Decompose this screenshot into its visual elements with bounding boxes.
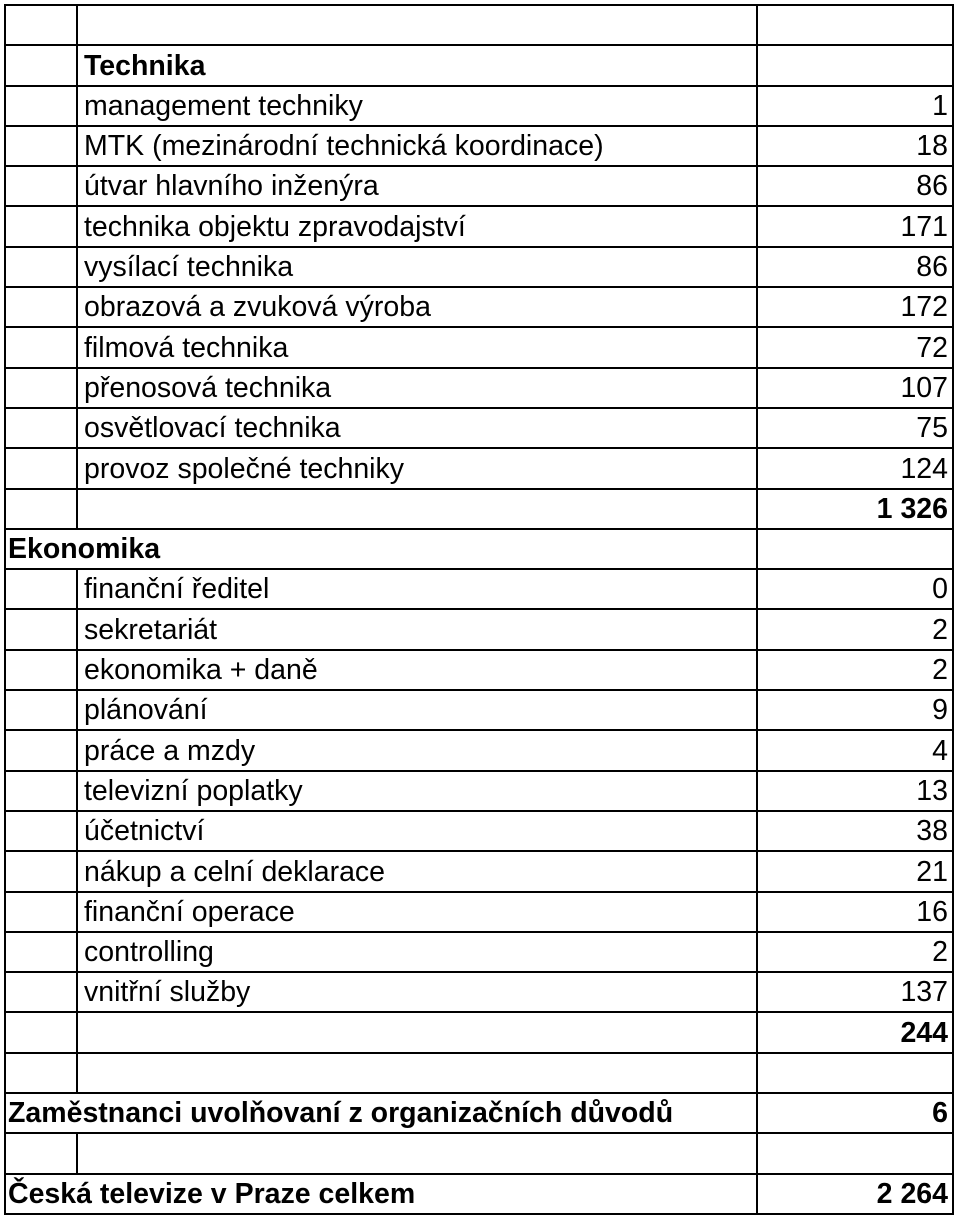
item-label: účetnictví <box>84 815 205 848</box>
cell <box>4 447 76 487</box>
cell <box>756 286 954 326</box>
table-row <box>4 447 954 487</box>
item-value: 16 <box>916 895 948 928</box>
cell <box>76 770 756 810</box>
item-value: 124 <box>900 452 948 485</box>
cell <box>76 407 756 447</box>
cell <box>756 165 954 205</box>
table-row <box>4 931 954 971</box>
subtotal-technika: 1 326 <box>876 492 948 525</box>
cell <box>756 729 954 769</box>
item-value: 13 <box>916 774 948 807</box>
cell <box>4 1173 756 1213</box>
cell <box>76 689 756 729</box>
cell <box>76 608 756 648</box>
cell <box>4 407 76 447</box>
cell <box>4 891 76 931</box>
item-label: filmová technika <box>84 331 289 364</box>
cell <box>4 326 76 366</box>
cell <box>76 971 756 1011</box>
item-value: 2 <box>932 936 948 969</box>
table-row <box>4 367 954 407</box>
cell <box>76 85 756 125</box>
section-heading-row <box>4 44 954 84</box>
cell <box>756 689 954 729</box>
cell <box>4 1092 756 1132</box>
item-label: provoz společné techniky <box>84 452 405 485</box>
table-bottom-border <box>4 1213 954 1215</box>
item-value: 18 <box>916 130 948 163</box>
cell <box>4 1011 76 1051</box>
cell <box>756 770 954 810</box>
cell <box>756 4 954 44</box>
cell <box>756 85 954 125</box>
table-row <box>4 85 954 125</box>
cell <box>756 608 954 648</box>
cell <box>4 44 76 84</box>
cell <box>756 326 954 366</box>
cell <box>756 1052 954 1092</box>
item-value: 38 <box>916 815 948 848</box>
section-heading-row <box>4 528 954 568</box>
item-value: 2 <box>932 613 948 646</box>
cell <box>756 810 954 850</box>
item-label: MTK (mezinárodní technická koordinace) <box>84 130 604 163</box>
cell <box>4 488 76 528</box>
cell <box>76 1052 756 1092</box>
cell <box>4 568 76 608</box>
cell <box>756 1132 954 1172</box>
cell <box>756 1173 954 1213</box>
item-label: finanční operace <box>84 895 295 928</box>
item-value: 86 <box>916 170 948 203</box>
cell <box>756 1092 954 1132</box>
table-row <box>4 608 954 648</box>
cell <box>76 286 756 326</box>
table-row <box>4 891 954 931</box>
item-label: management techniky <box>84 89 363 122</box>
table-row <box>4 246 954 286</box>
table-row <box>4 810 954 850</box>
cell <box>756 649 954 689</box>
cell <box>76 568 756 608</box>
cell <box>76 1132 756 1172</box>
item-value: 72 <box>916 331 948 364</box>
cell <box>4 810 76 850</box>
item-label: technika objektu zpravodajství <box>84 210 466 243</box>
cell <box>76 246 756 286</box>
cell <box>756 568 954 608</box>
cell <box>4 85 76 125</box>
cell <box>756 367 954 407</box>
cell <box>4 770 76 810</box>
item-value: 75 <box>916 412 948 445</box>
item-label: ekonomika + daně <box>84 654 318 687</box>
table-row <box>4 729 954 769</box>
cell <box>76 165 756 205</box>
item-label: práce a mzdy <box>84 734 256 767</box>
item-label: finanční ředitel <box>84 573 270 606</box>
table-row <box>4 971 954 1011</box>
table-row <box>4 125 954 165</box>
cell <box>4 689 76 729</box>
grand-total-value: 2 264 <box>876 1177 948 1210</box>
item-value: 4 <box>932 734 948 767</box>
item-label: osvětlovací technika <box>84 412 341 445</box>
cell <box>756 246 954 286</box>
cell <box>76 205 756 245</box>
cell <box>4 367 76 407</box>
item-label: sekretariát <box>84 613 218 646</box>
item-label: přenosová technika <box>84 371 332 404</box>
cell <box>756 488 954 528</box>
cell <box>4 1132 76 1172</box>
cell <box>4 649 76 689</box>
cell <box>756 931 954 971</box>
cell <box>76 4 756 44</box>
cell <box>756 205 954 245</box>
item-value: 0 <box>932 573 948 606</box>
cell <box>4 1052 76 1092</box>
table-row <box>4 689 954 729</box>
item-label: controlling <box>84 936 214 969</box>
item-label: nákup a celní deklarace <box>84 855 386 888</box>
cell <box>4 286 76 326</box>
cell <box>76 850 756 890</box>
grand-total-row <box>4 1173 954 1213</box>
cell <box>4 165 76 205</box>
cell <box>76 367 756 407</box>
table-row <box>4 205 954 245</box>
section-heading-technika: Technika <box>84 49 206 82</box>
cell <box>4 246 76 286</box>
cell <box>4 971 76 1011</box>
cell <box>76 447 756 487</box>
table-row <box>4 649 954 689</box>
cell <box>76 44 756 84</box>
released-staff-label: Zaměstnanci uvolňovaní z organizačních důvodů <box>8 1097 674 1130</box>
cell <box>756 850 954 890</box>
empty-row <box>4 1132 954 1172</box>
table-row <box>4 850 954 890</box>
cell <box>4 608 76 648</box>
cell <box>4 850 76 890</box>
cell <box>756 971 954 1011</box>
cell <box>4 729 76 769</box>
item-value: 21 <box>916 855 948 888</box>
cell <box>76 125 756 165</box>
empty-row <box>4 1052 954 1092</box>
cell <box>76 649 756 689</box>
cell <box>756 528 954 568</box>
cell <box>76 810 756 850</box>
item-value: 2 <box>932 654 948 687</box>
item-value: 9 <box>932 694 948 727</box>
cell <box>756 44 954 84</box>
section-heading-ekonomika: Ekonomika <box>8 533 161 566</box>
cell <box>756 891 954 931</box>
subtotal-ekonomika: 244 <box>900 1016 948 1049</box>
table-row <box>4 165 954 205</box>
item-value: 107 <box>900 371 948 404</box>
cell <box>4 125 76 165</box>
item-value: 172 <box>900 291 948 324</box>
table-row <box>4 407 954 447</box>
cell <box>4 205 76 245</box>
table-row <box>4 568 954 608</box>
released-staff-value: 6 <box>932 1097 948 1130</box>
cell <box>4 528 756 568</box>
item-value: 137 <box>900 976 948 1009</box>
item-value: 1 <box>932 89 948 122</box>
cell <box>4 4 76 44</box>
released-staff-row <box>4 1092 954 1132</box>
item-value: 171 <box>900 210 948 243</box>
cell <box>4 931 76 971</box>
subtotal-row <box>4 488 954 528</box>
empty-row <box>4 4 954 44</box>
cell <box>76 326 756 366</box>
cell <box>756 125 954 165</box>
cell <box>756 1011 954 1051</box>
table-row <box>4 286 954 326</box>
spreadsheet-table <box>4 4 954 1213</box>
item-value: 86 <box>916 251 948 284</box>
cell <box>76 931 756 971</box>
table-row <box>4 326 954 366</box>
item-label: vysílací technika <box>84 251 294 284</box>
cell <box>76 1011 756 1051</box>
item-label: útvar hlavního inženýra <box>84 170 379 203</box>
cell <box>76 729 756 769</box>
grand-total-label: Česká televize v Praze celkem <box>8 1177 416 1210</box>
table-row <box>4 770 954 810</box>
subtotal-row <box>4 1011 954 1051</box>
cell <box>76 891 756 931</box>
item-label: vnitřní služby <box>84 976 251 1009</box>
item-label: plánování <box>84 694 208 727</box>
cell <box>756 447 954 487</box>
item-label: televizní poplatky <box>84 774 303 807</box>
cell <box>756 407 954 447</box>
item-label: obrazová a zvuková výroba <box>84 291 431 324</box>
cell <box>76 488 756 528</box>
